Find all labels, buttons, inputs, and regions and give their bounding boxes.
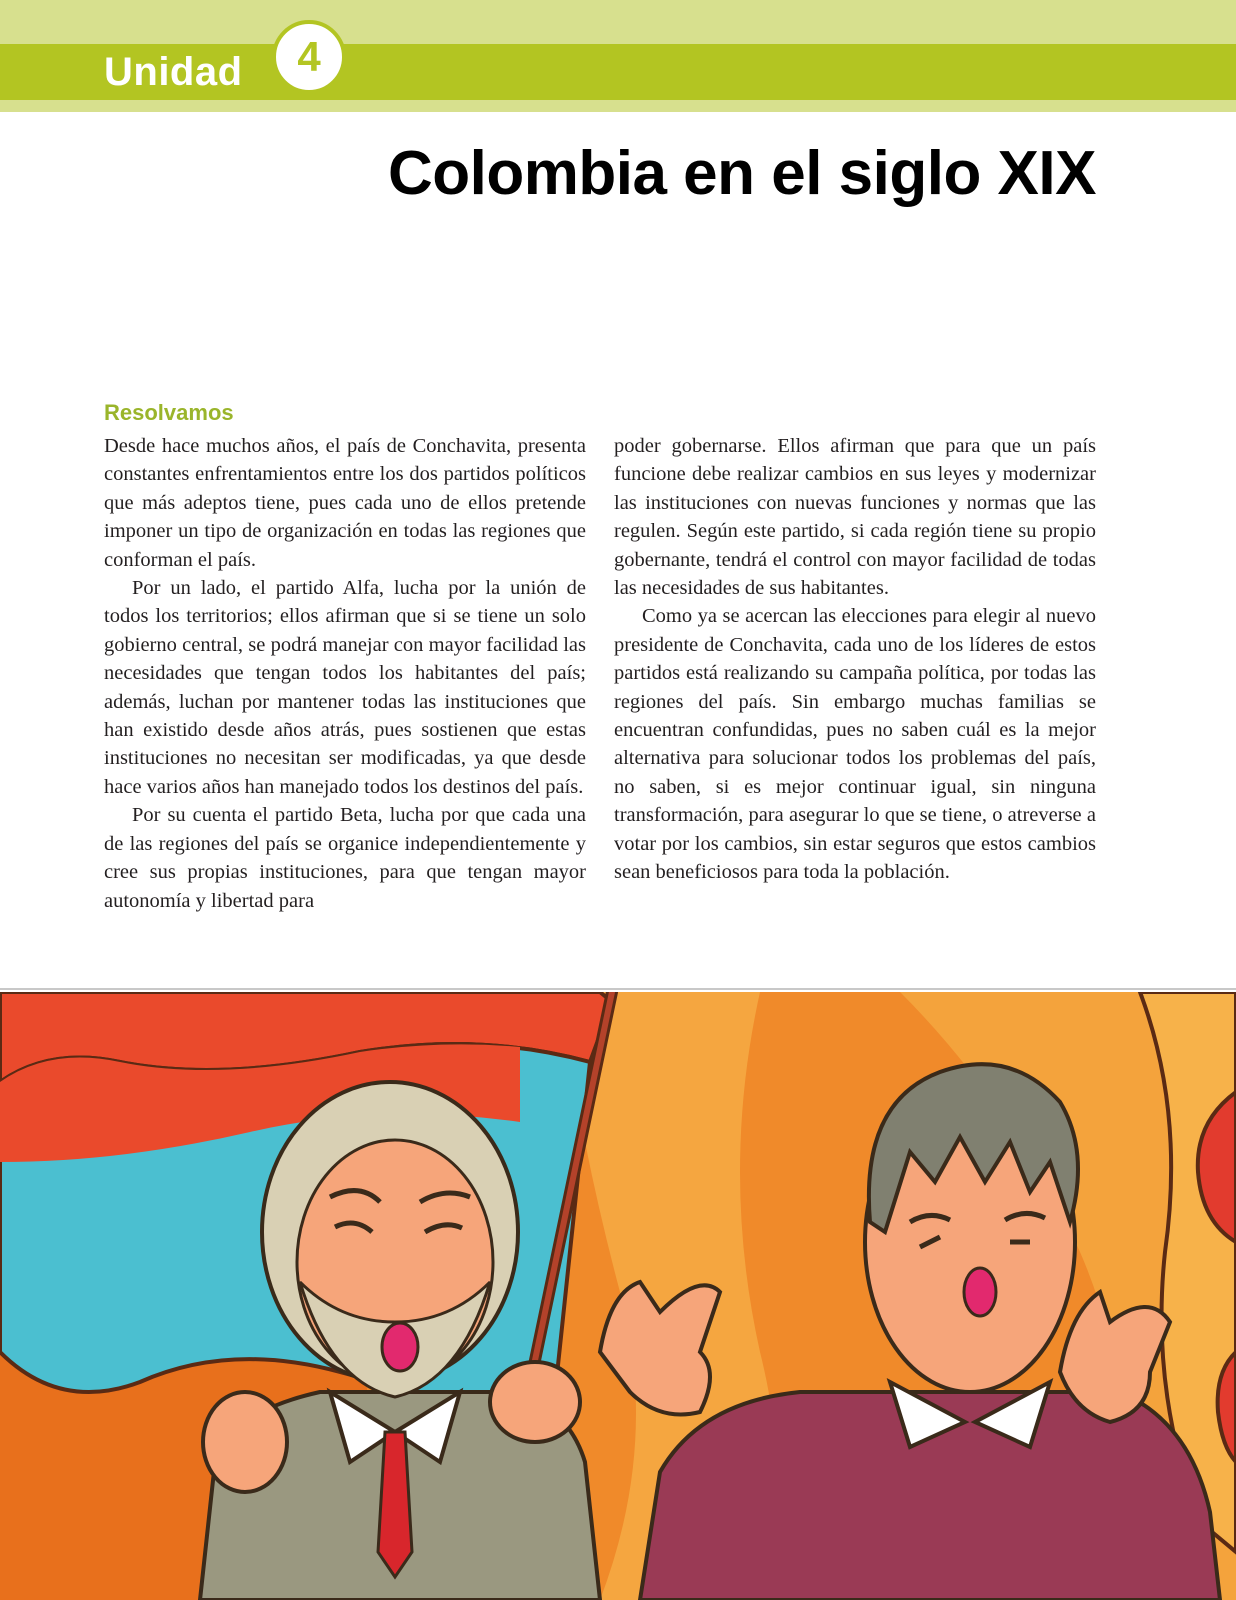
paragraph: Por un lado, el partido Alfa, lucha por la unión de todos los territorios; ellos afirman que si se tiene un solo gobierno central, se podrá manejar con mayor facilidad las necesidades que tengan todos los habitantes del país; además, luchan por mantener todas las instituciones que han existido desde años atrás, pues sostienen que estas instituciones no necesitan ser modificadas, ya que desde hace varios años han manejado todos los destinos del país. bbox=[104, 577, 586, 798]
unit-banner-bottom-strip bbox=[0, 100, 1236, 112]
text-column-right bbox=[614, 432, 1096, 887]
header-top-strip bbox=[0, 0, 1236, 44]
text-column-left bbox=[104, 432, 586, 915]
campaign-illustration bbox=[0, 992, 1236, 1600]
section-heading: Resolvamos bbox=[104, 400, 234, 425]
paragraph: poder gobernarse. Ellos afirman que para que un país funcione debe realizar cambios en sus leyes y modernizar las instituciones con nuevas funciones y normas que las regulen. Según este partido, si cada región tiene su propio gobernante, tendrá el control con mayor facilidad de todas las necesidades de sus habitantes. bbox=[614, 435, 1096, 600]
unit-label: Unidad bbox=[104, 50, 243, 94]
unit-number: 4 bbox=[297, 33, 321, 80]
paragraph: Como ya se acercan las elecciones para elegir al nuevo presidente de Conchavita, cada uno de los líderes de estos partidos está realizando su campaña política, por todas las regiones del país. Sin embargo muchas familias se encuentran confundidas, pues no saben cuál es la mejor alternativa para solucionar todos los problemas del país, no saben, si es mejor continuar igual, sin ninguna transformación, para asegurar lo que se tiene, o atreverse a votar por los cambios, sin estar seguros que estos cambios sean beneficiosos para toda la población. bbox=[614, 605, 1096, 884]
paragraph: Desde hace muchos años, el país de Conchavita, presenta constantes enfrentamientos entre los dos partidos políticos que más adeptos tiene, pues cada uno de ellos pretende imponer un tipo de organización en todas las regiones que conforman el país. bbox=[104, 435, 586, 571]
divider bbox=[0, 988, 1236, 990]
page-title: Colombia en el siglo XIX bbox=[387, 139, 1096, 208]
paragraph: Por su cuenta el partido Beta, lucha por que cada una de las regiones del país se organice independientemente y cree sus propias instituciones, para que tengan mayor autonomía y libertad para bbox=[104, 804, 586, 912]
unit-number-badge bbox=[272, 20, 346, 94]
illustration-svg bbox=[0, 992, 1236, 1600]
